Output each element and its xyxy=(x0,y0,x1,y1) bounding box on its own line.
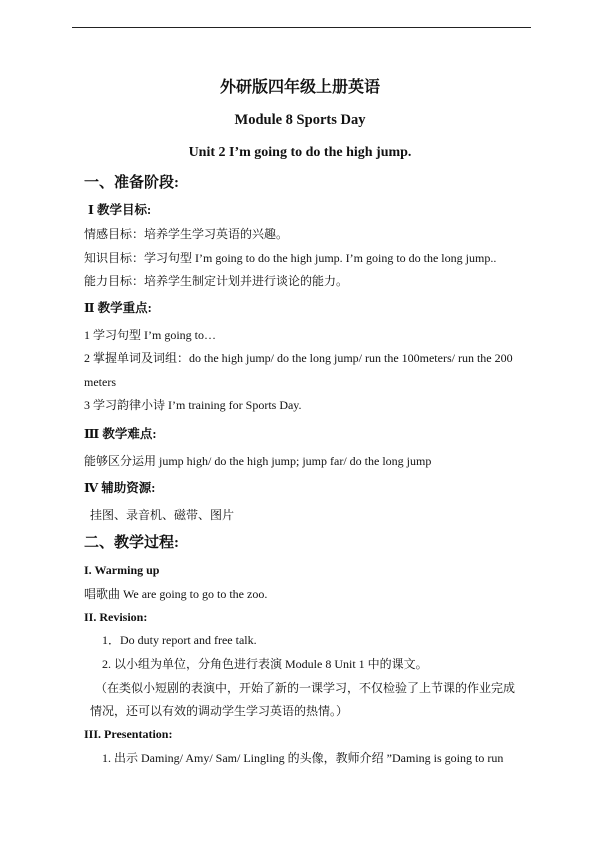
key-point-line: 3 学习韵律小诗 I’m training for Sports Day. xyxy=(84,398,302,412)
heading-key-points: Ⅱ 教学重点: xyxy=(84,301,152,315)
heading-teaching-goals: Ⅰ 教学目标: xyxy=(88,203,152,217)
resources-line: 挂图、录音机、磁带、图片 xyxy=(90,508,235,522)
goal-line: 知识目标：学习句型 I’m going to do the high jump. I’m going to do the long jump.. xyxy=(84,251,497,265)
presentation-line: 1. 出示 Daming/ Amy/ Sam/ Lingling 的头像，教师介绍 ”Daming is going to run xyxy=(102,751,504,765)
goal-line: 情感目标：培养学生学习英语的兴趣。 xyxy=(84,227,289,241)
warmup-line: 唱歌曲 We are going to go to the zoo. xyxy=(84,587,268,601)
difficulty-line: 能够区分运用 jump high/ do the high jump; jump far/ do the long jump xyxy=(84,454,432,468)
revision-line: 1．Do duty report and free talk. xyxy=(102,633,257,647)
goal-line: 能力目标：培养学生制定计划并进行谈论的能力。 xyxy=(84,274,349,288)
revision-note-line: （在类似小短剧的表演中，开始了新的一课学习，不仅检验了上节课的作业完成 xyxy=(95,681,516,695)
heading-presentation: III. Presentation: xyxy=(84,727,173,741)
heading-resources: Ⅳ 辅助资源: xyxy=(84,481,156,495)
heading-revision: II. Revision: xyxy=(84,610,148,624)
document-title: 外研版四年级上册英语 xyxy=(219,79,380,96)
heading-warming-up: I. Warming up xyxy=(84,563,160,577)
section-heading-preparation: 一、准备阶段: xyxy=(84,175,179,191)
revision-note-line: 情况，还可以有效的调动学生学习英语的热情。） xyxy=(90,704,349,718)
heading-difficulties: Ⅲ 教学难点: xyxy=(84,427,157,441)
key-point-line: 1 学习句型 I’m going to… xyxy=(84,328,216,342)
key-point-line: meters xyxy=(84,375,116,389)
header-rule xyxy=(72,27,531,28)
unit-title: Unit 2 I’m going to do the high jump. xyxy=(188,145,412,160)
module-title: Module 8 Sports Day xyxy=(234,112,366,128)
revision-line: 2. 以小组为单位，分角色进行表演 Module 8 Unit 1 中的课文。 xyxy=(102,657,428,671)
key-point-line: 2 掌握单词及词组：do the high jump/ do the long jump/ run the 100meters/ run the 200 xyxy=(84,351,513,365)
section-heading-process: 二、教学过程: xyxy=(84,535,179,551)
